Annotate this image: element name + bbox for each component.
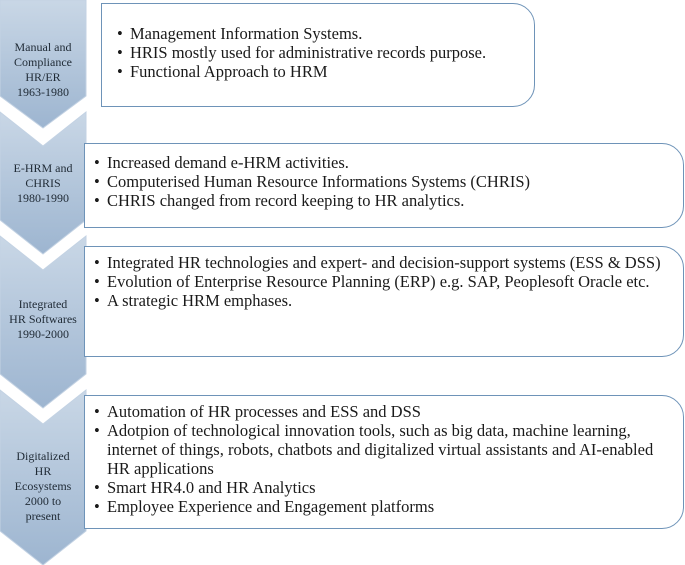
stage-1-item: • Functional Approach to HRM — [116, 62, 524, 81]
stage-3-item: • Integrated HR technologies and expert- and decision-support systems (ESS & DSS) — [93, 253, 675, 272]
stage-1-item: • Management Information Systems. — [116, 24, 524, 43]
stage-4-label: Digitalized HR Ecosystems 2000 to present — [14, 449, 72, 523]
stage-2-description-box — [84, 143, 684, 228]
stage-4-item: • Adotpion of technological innovation tools, such as big data, machine learning, internet of things, robots, chatbots and digitalized virtual assistants and AI-enabled HR applications — [93, 421, 675, 478]
stage-3-item: • A strategic HRM emphases. — [93, 291, 675, 310]
stage-4-item: • Smart HR4.0 and HR Analytics — [93, 478, 675, 497]
stage-4-description-box — [84, 395, 684, 529]
stage-3-label: Integrated HR Softwares 1990-2000 — [9, 297, 77, 341]
stage-2-item: • Computerised Human Resource Informations Systems (CHRIS) — [93, 172, 675, 191]
stage-1-item: • HRIS mostly used for administrative records purpose. — [116, 43, 524, 62]
stage-1-label: Manual and Compliance HR/ER 1963-1980 — [14, 40, 72, 99]
stage-1-description-box — [101, 3, 535, 107]
stage-2-item: • Increased demand e-HRM activities. — [93, 153, 675, 172]
stage-3-item: • Evolution of Enterprise Resource Planning (ERP) e.g. SAP, Peoplesoft Oracle etc. — [93, 272, 675, 291]
stage-2-item: • CHRIS changed from record keeping to HR analytics. — [93, 191, 675, 210]
stage-2-label: E-HRM and CHRIS 1980-1990 — [13, 161, 73, 205]
stage-4-item: • Automation of HR processes and ESS and DSS — [93, 402, 675, 421]
stage-3-description-box — [84, 246, 684, 357]
stage-4-item: • Employee Experience and Engagement platforms — [93, 497, 675, 516]
